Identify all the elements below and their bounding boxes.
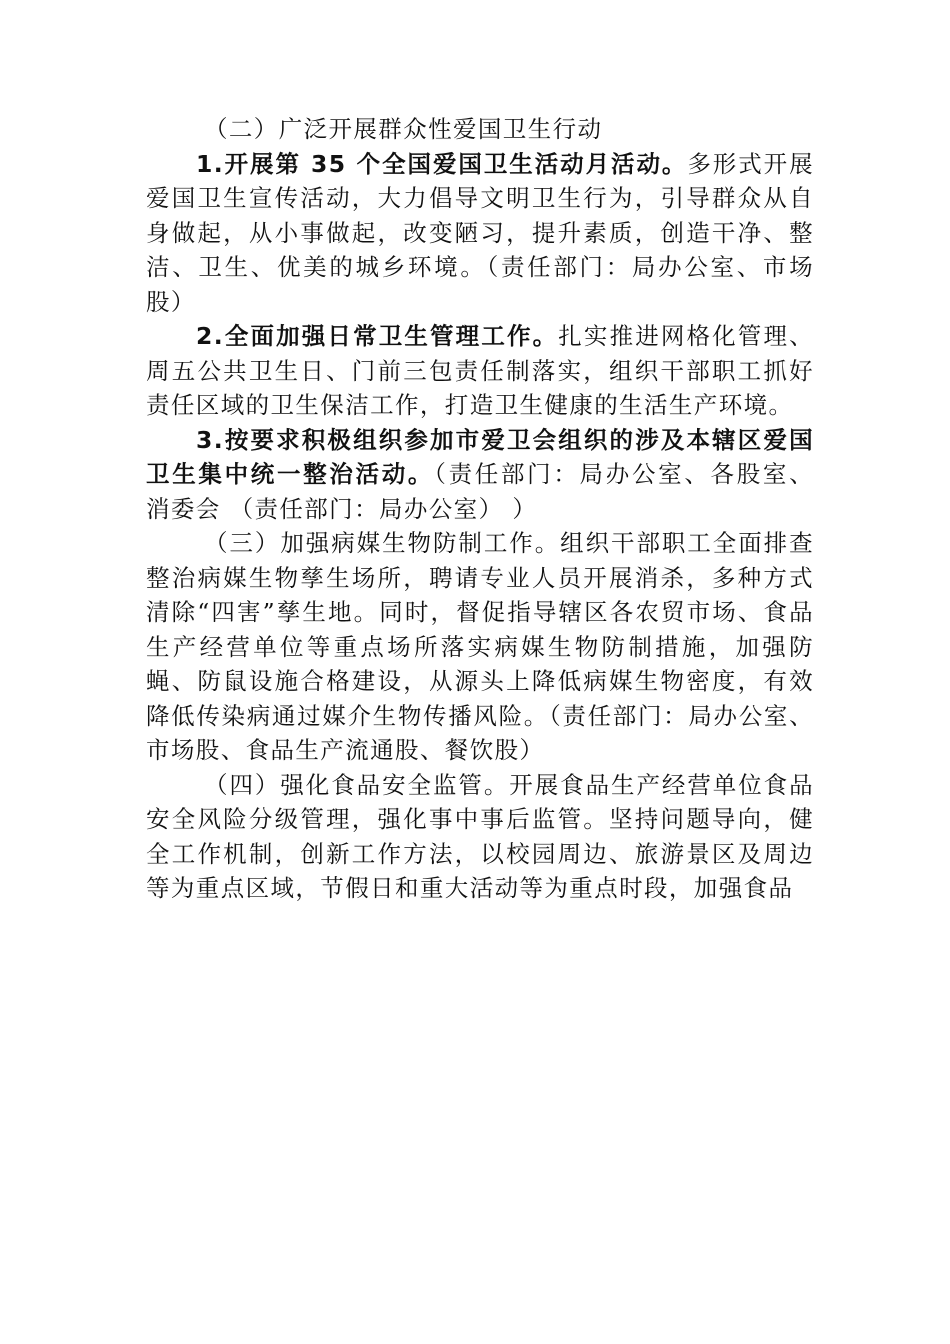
item-3-body: （责任部门：局办公室、各股室、 消委会 （责任部门：局办公室） ） (146, 460, 815, 523)
item-2-paragraph (146, 319, 814, 423)
section-4-paragraph: （四）强化食品安全监管。开展食品生产经营单位食品 安全风险分级管理，强化事中事后监管。坚持问题导向，健 全工作机制，创新工作方法，以校园周边、旅游景区及周边 等为重点区域，节假日和重大活动等为重点时段，加强食品 (146, 770, 814, 902)
item-2-title: 2.全面加强日常卫生管理工作。 (196, 322, 559, 350)
item-3-paragraph (146, 423, 814, 527)
section-2-heading: （二）广泛开展群众性爱国卫生行动 (204, 115, 603, 143)
item-1-title: 1.开展第 35 个全国爱国卫生活动月活动。 (196, 149, 688, 178)
item-1-paragraph (146, 147, 814, 320)
document-page (146, 112, 814, 906)
item-2-body: 扎实推进网格化管理、 周五公共卫生日、门前三包责任制落实，组织干部职工抓好 责任区域的卫生保洁工作，打造卫生健康的生活生产环境。 (146, 322, 815, 419)
item-1-body: 多形式开展 爱国卫生宣传活动，大力倡导文明卫生行为，引导群众从自 身做起，从小事做起，改变陋习，提升素质，创造干净、整 洁、卫生、优美的城乡环境。（责任部门：局办公室、市场 股） (146, 149, 814, 316)
item-3-title: 3.按要求积极组织参加市爱卫会组织的涉及本辖区爱国卫生集中统一整治活动。 (146, 425, 814, 488)
section-3-paragraph: （三）加强病媒生物防制工作。组织干部职工全面排查 整治病媒生物孳生场所，聘请专业人员开展消杀，多种方式 清除“四害”孳生地。同时，督促指导辖区各农贸市场、食品 生产经营单位等重点场所落实病媒生物防制措施，加强防 蝇、防鼠设施合格建设，从源头上降低病媒生物密度，有效 降低传染病通过媒介生物传播风险。（责任部门：局办公室、 市场股、食品生产流通股、餐饮股） (146, 529, 814, 764)
